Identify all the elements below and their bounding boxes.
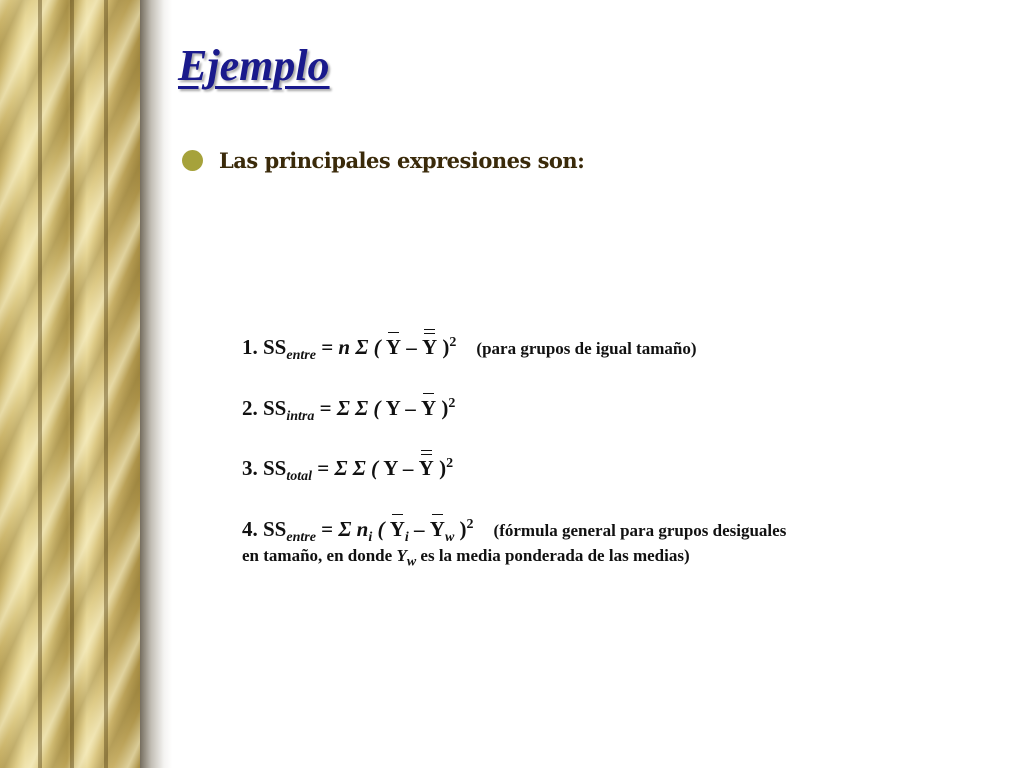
formula-3 — [242, 457, 453, 484]
formula-1-close: ) — [437, 335, 450, 359]
formula-4-close: ) — [454, 517, 467, 541]
formula-4-sigma: Σ n — [338, 517, 369, 541]
continuation-text-b: es la media ponderada de las medias) — [416, 546, 690, 565]
formula-2-minus: – — [399, 396, 421, 420]
formula-3-close: ) — [433, 456, 447, 480]
bullet-dot-icon — [182, 150, 203, 171]
slide-title: Ejemplo — [178, 41, 330, 90]
pillar-groove — [104, 0, 108, 768]
continuation-subscript: w — [406, 554, 417, 570]
formula-2-subscript: intra — [286, 409, 315, 425]
formula-4-group-subscript: i — [404, 530, 409, 546]
bullet-text: Las principales expresiones son: — [219, 148, 585, 173]
pillar-shadow — [140, 0, 172, 768]
formula-2-sigma: Σ Σ ( — [336, 396, 386, 420]
formula-4-exponent: 2 — [466, 517, 474, 532]
formula-2-number: 2. SS — [242, 396, 287, 420]
formula-4-note-continuation — [242, 546, 690, 570]
pillar-groove — [70, 0, 74, 768]
formula-3-sigma: Σ Σ ( — [334, 456, 384, 480]
decorative-pillar — [0, 0, 140, 768]
formula-1-sigma: Σ ( — [355, 335, 386, 359]
formula-3-subscript: total — [286, 469, 313, 485]
formula-3-minus: – — [397, 456, 419, 480]
formula-1-subscript: entre — [286, 348, 316, 364]
formula-2-value: Y — [385, 396, 400, 420]
formula-4-minus: – — [408, 517, 430, 541]
formula-1-note: (para grupos de igual tamaño) — [476, 339, 697, 358]
continuation-text-a: en tamaño, en donde — [242, 546, 397, 565]
formula-1-equals: = n — [315, 335, 356, 359]
formula-4-group-mean: Y — [389, 517, 405, 541]
formula-3-grand-mean: Y — [418, 456, 434, 480]
formula-4 — [242, 518, 786, 545]
formula-3-number: 3. SS — [242, 456, 287, 480]
formula-1 — [242, 336, 697, 363]
formula-4-equals: = — [315, 517, 339, 541]
formula-1-grand-mean: Y — [422, 335, 438, 359]
formula-2-exponent: 2 — [448, 396, 456, 411]
formula-1-number: 1. SS — [242, 335, 287, 359]
formula-1-exponent: 2 — [449, 335, 457, 350]
pillar-groove — [38, 0, 42, 768]
formula-2 — [242, 397, 455, 424]
formula-4-weighted-subscript: w — [444, 530, 455, 546]
formula-3-value: Y — [383, 456, 398, 480]
formula-4-n-subscript: i — [368, 530, 373, 546]
formula-3-exponent: 2 — [446, 456, 454, 471]
formula-4-weighted-mean: Y — [429, 517, 445, 541]
formula-2-group-mean: Y — [420, 396, 437, 420]
formula-4-open: ( — [372, 517, 390, 541]
formula-3-equals: = — [312, 456, 335, 480]
formula-4-note: (fórmula general para grupos desiguales — [493, 521, 787, 540]
formula-2-equals: = — [314, 396, 337, 420]
formula-1-group-mean: Y — [385, 335, 401, 359]
continuation-y: Y — [396, 546, 407, 565]
formula-4-number: 4. SS — [242, 517, 287, 541]
formula-1-minus: – — [401, 335, 422, 359]
bullet-point — [182, 148, 584, 173]
formula-4-subscript: entre — [286, 530, 316, 546]
formula-2-close: ) — [436, 396, 449, 420]
